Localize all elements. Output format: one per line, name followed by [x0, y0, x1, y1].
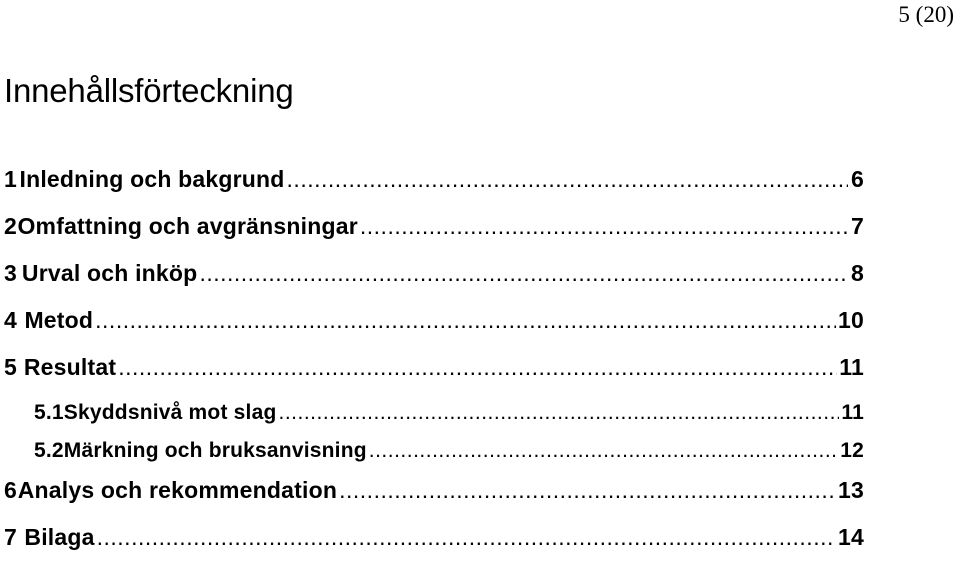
toc-dot-leader: [360, 213, 848, 240]
table-of-contents: [0, 166, 864, 571]
toc-entry-page: 13: [838, 477, 864, 503]
toc-dot-leader: [199, 260, 848, 287]
toc-entry-page: 11: [841, 401, 864, 424]
toc-entry-number: 6: [4, 477, 17, 503]
toc-entry-page: 6: [851, 166, 864, 192]
page-number: 5 (20): [898, 2, 954, 27]
toc-entry-page: 12: [840, 439, 864, 462]
toc-title: Innehållsförteckning: [4, 72, 294, 109]
toc-entry-page: 14: [838, 524, 864, 550]
toc-dot-leader: [279, 401, 840, 425]
toc-dot-leader: [95, 307, 836, 334]
toc-entry-label: Urval och inköp: [21, 260, 198, 286]
toc-entry-2[interactable]: [0, 213, 864, 243]
toc-entry-number: 5: [4, 354, 17, 380]
toc-entry-1[interactable]: [0, 166, 864, 196]
toc-entry-number: 4: [4, 307, 17, 333]
toc-entry-number: 3: [4, 260, 17, 286]
toc-entry-6[interactable]: [0, 477, 864, 507]
toc-entry-number: 5.1: [34, 401, 64, 424]
toc-entry-number: 1: [4, 166, 17, 192]
toc-entry-page: 10: [838, 307, 864, 333]
toc-entry-label: Omfattning och avgränsningar: [17, 213, 358, 239]
toc-entry-page: 7: [851, 213, 864, 239]
toc-entry-5-2[interactable]: [0, 439, 864, 467]
toc-entry-number: 2: [4, 213, 17, 239]
toc-entry-3[interactable]: [0, 260, 864, 290]
toc-entry-label: Bilaga: [24, 524, 95, 550]
toc-entry-label: Märkning och bruksanvisning: [63, 439, 367, 462]
toc-entry-label: Skyddsnivå mot slag: [63, 401, 277, 424]
toc-dot-leader: [369, 439, 838, 463]
toc-entry-number: 7: [4, 524, 17, 550]
toc-entry-5[interactable]: [0, 354, 864, 384]
toc-entry-label: Inledning och bakgrund: [19, 166, 285, 192]
toc-entry-7[interactable]: [0, 524, 864, 554]
toc-entry-page: 8: [851, 260, 864, 286]
toc-entry-label: Analys och rekommendation: [17, 477, 338, 503]
toc-dot-leader: [118, 354, 837, 381]
toc-entry-5-1[interactable]: [0, 401, 864, 429]
toc-entry-page: 11: [839, 354, 864, 380]
toc-entry-label: Resultat: [23, 354, 117, 380]
toc-entry-4[interactable]: [0, 307, 864, 337]
toc-dot-leader: [339, 477, 836, 504]
toc-dot-leader: [97, 524, 836, 551]
toc-entry-number: 5.2: [34, 439, 64, 462]
toc-entry-label: Metod: [24, 307, 94, 333]
toc-dot-leader: [287, 166, 848, 193]
